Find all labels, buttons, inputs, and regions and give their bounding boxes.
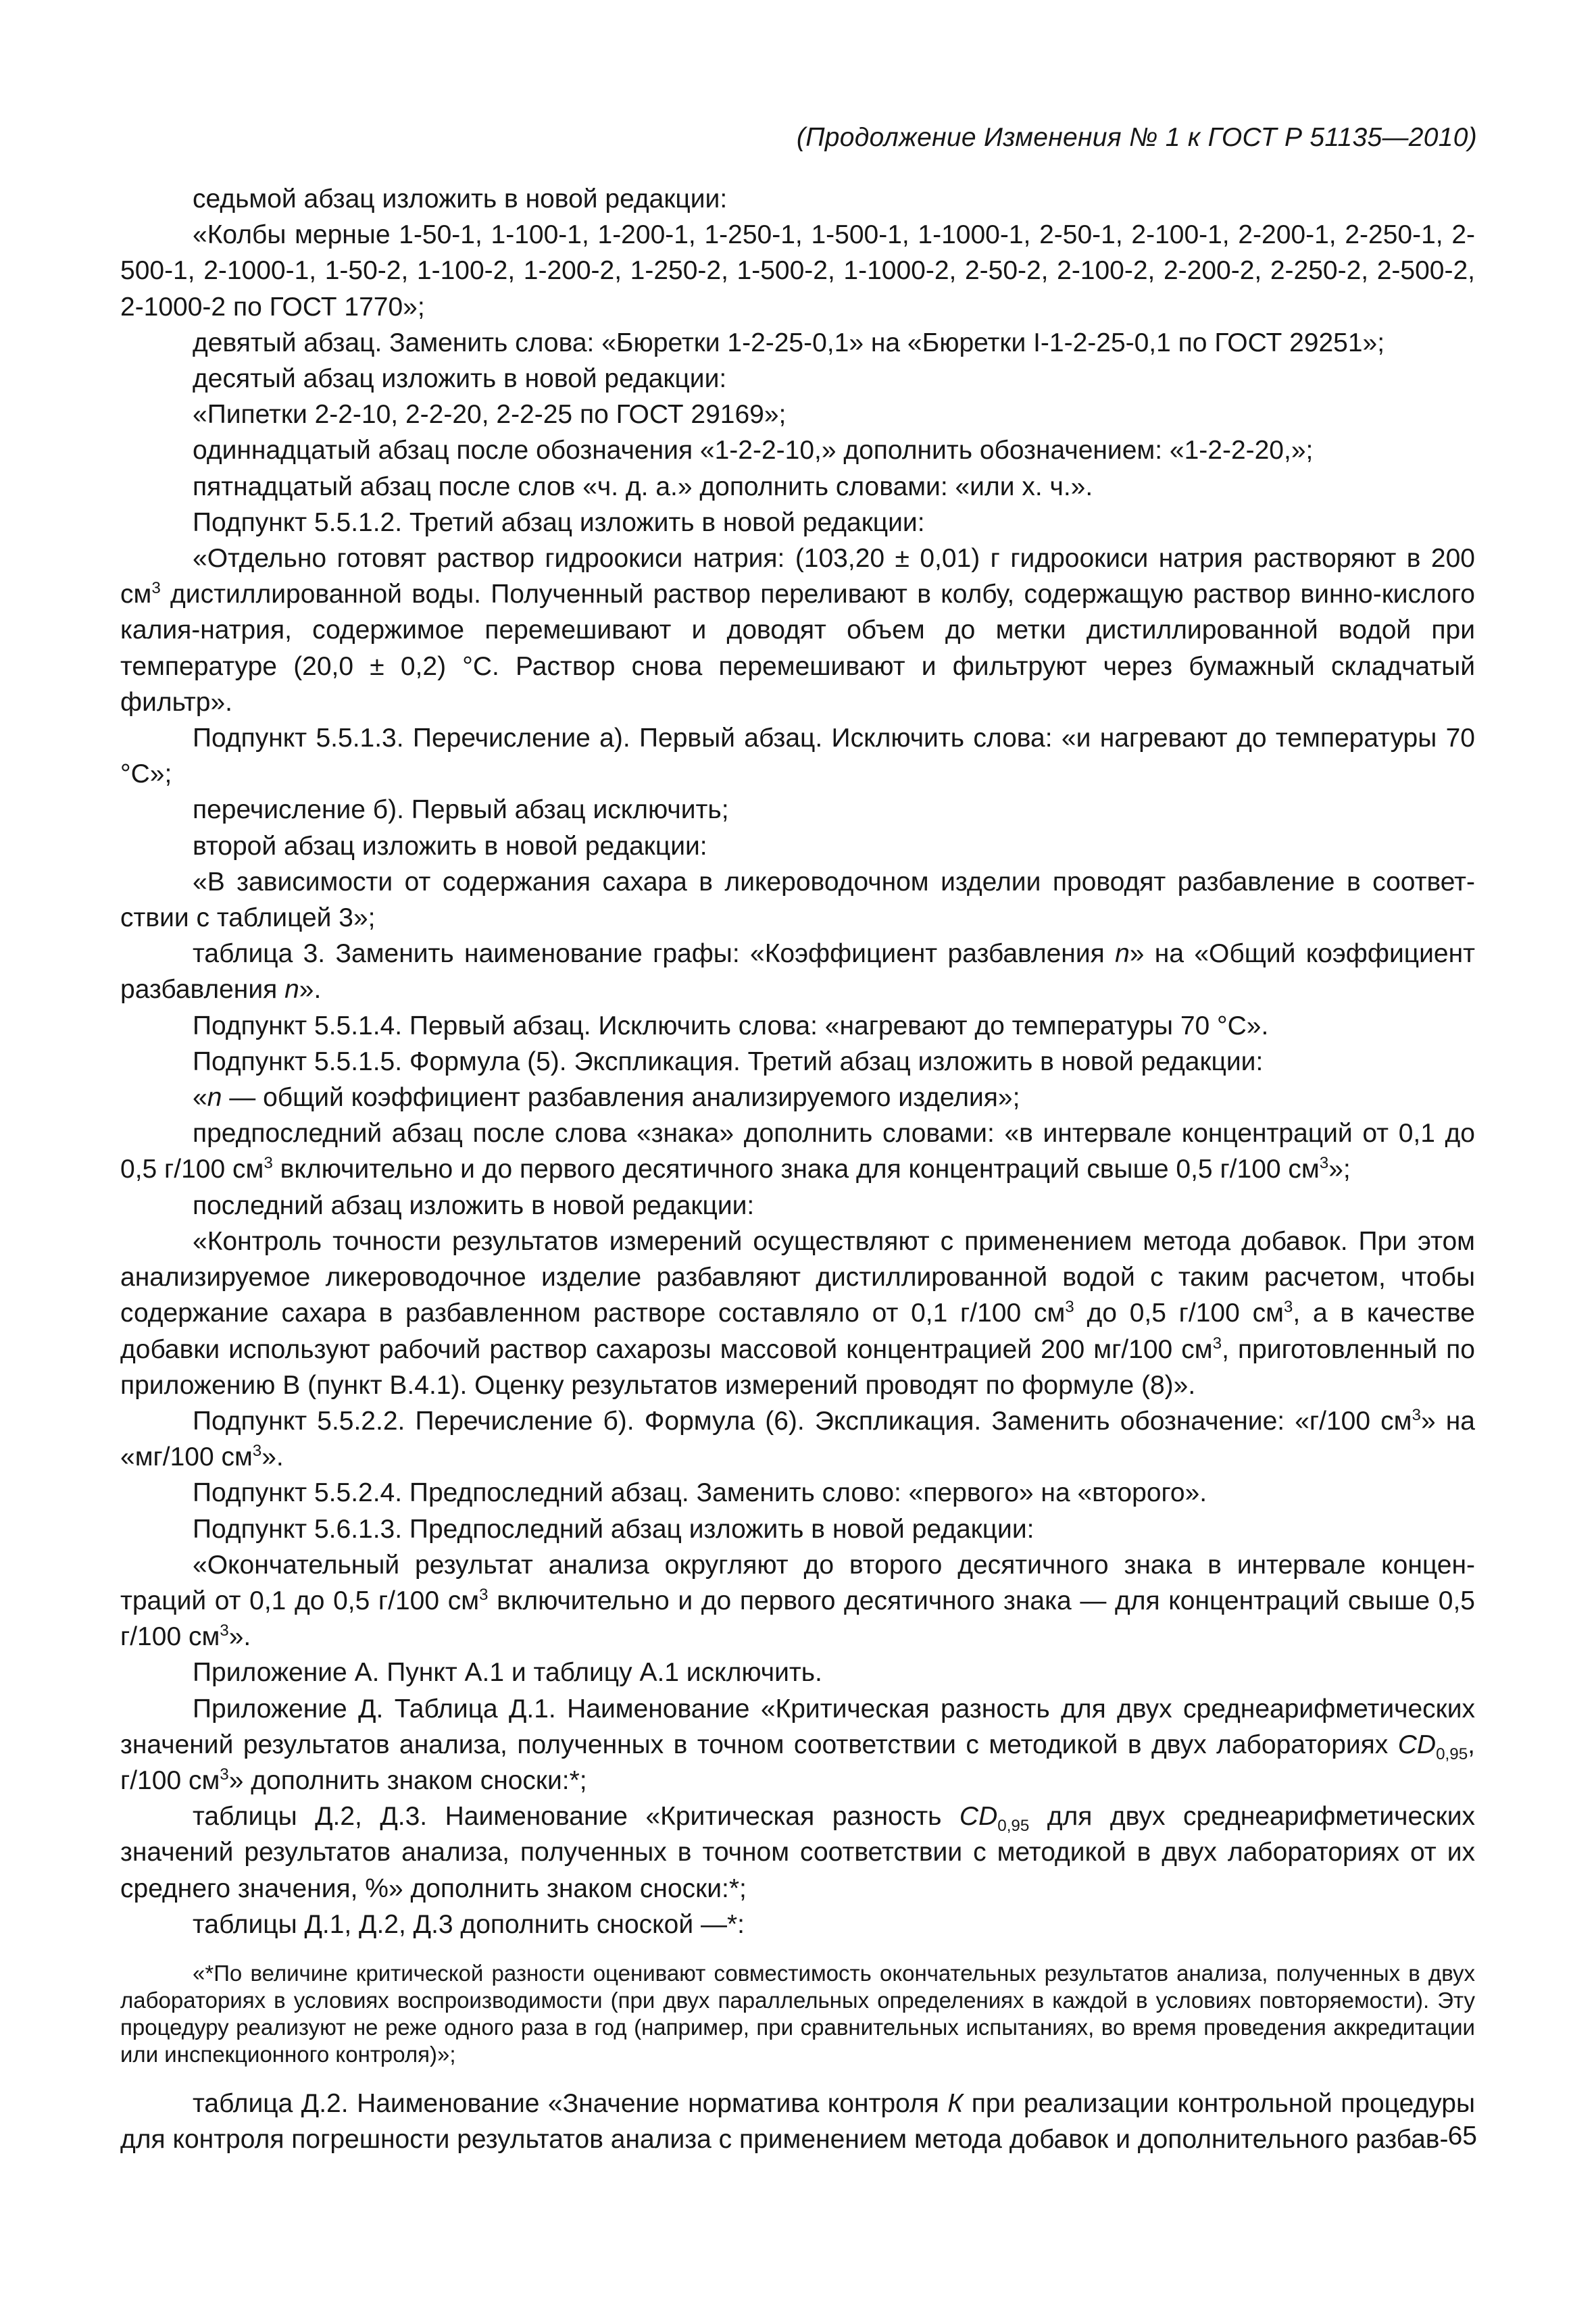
paragraph-list — [120, 181, 1475, 1942]
paragraph: «n — общий коэффициент разбавления анализируемого изделия»; — [193, 1083, 1020, 1113]
paragraph: пятнадцатый абзац после слов «ч. д. а.» дополнить словами: «или х. ч.». — [193, 472, 1093, 501]
paragraph: Приложение А. Пункт А.1 и таблицу А.1 исключить. — [193, 1658, 822, 1688]
paragraph: таблицы Д.2, Д.3. Наименование «Критическая разность $CD_{0,95}$ для двух среднеарифметических значений результатов анализа, полученных в точном соответствии с методикой в двух лабораториях от их среднего значения, %» дополнить знаком сноски:*; — [120, 1802, 1475, 1903]
paragraph: девятый абзац. Заменить слова: «Бюретки 1-2-25-0,1» на «Бюретки I-1-2-25-0,1 по ГОСТ 29251»; — [193, 328, 1385, 357]
footnote-text: «*По величине критической разности оценивают совместимость окончательных результатов анализа, полученных в двух лабораториях в условиях воспроизводимости (при двух параллельных определениях в каждой в условиях повторяемости). Эту процедуру реализуют не реже одного раза в год (например, при сравнительных испытаниях, во время проведения аккредитации или инспекционного контроля)»; — [120, 1960, 1475, 2067]
paragraph: Подпункт 5.5.2.4. Предпоследний абзац. Заменить слово: «первого» на «второго». — [193, 1478, 1207, 1508]
paragraph: седьмой абзац изложить в новой редакции: — [193, 184, 728, 213]
paragraph: «Контроль точности результатов измерений осуществляют с применением метода добавок. При этом анализируемое ликероводочное изделие разбавляют дистиллированной водой с таким расчетом, чтобы содержание сахара в разбавленном растворе составляло от 0,1 г/100 $см^3$ до 0,5 г/100 $см^3$, а в качестве добавки используют рабочий раствор сахарозы массовой концентрацией 200 мг/100 $см^3$, приготовленный по приложению В (пункт В.4.1). Оценку результатов измерений проводят по формуле (8)». — [120, 1226, 1475, 1400]
paragraph: последний абзац изложить в новой редакции: — [193, 1190, 755, 1220]
paragraph: перечисление б). Первый абзац исключить; — [193, 795, 729, 825]
paragraph: «В зависимости от содержания сахара в ликероводочном изделии проводят разбавление в соответ-ствии с таблицей 3»; — [120, 867, 1475, 933]
paragraph: Подпункт 5.6.1.3. Предпоследний абзац изложить в новой редакции: — [193, 1514, 1034, 1544]
paragraph: Подпункт 5.5.1.3. Перечисление а). Первый абзац. Исключить слова: «и нагревают до температуры 70 °С»; — [120, 724, 1475, 789]
paragraph: десятый абзац изложить в новой редакции: — [193, 364, 727, 394]
paragraph: «Отдельно готовят раствор гидроокиси натрия: (103,20 ± 0,01) г гидроокиси натрия растворяют в 200 $см^3$ дистиллированной воды. Полученный раствор переливают в колбу, содержащую раствор винно-кислого калия-натрия, содержимое перемешивают и доводят объем до метки дистиллированной водой при температуре (20,0 ± 0,2) °С. Раствор снова перемешивают и фильтруют через бумажный складчатый фильтр». — [120, 544, 1475, 717]
running-header: (Продолжение Изменения № 1 к ГОСТ Р 51135—2010) — [796, 123, 1477, 152]
paragraph: Подпункт 5.5.1.4. Первый абзац. Исключить слова: «нагревают до температуры 70 °С». — [193, 1011, 1269, 1040]
paragraph: Подпункт 5.5.2.2. Перечисление б). Формула (6). Экспликация. Заменить обозначение: «г/100 $см^3$» на «мг/100 $см^3$». — [120, 1405, 1475, 1472]
paragraph: Подпункт 5.5.1.5. Формула (5). Экспликация. Третий абзац изложить в новой редакции: — [193, 1047, 1264, 1076]
paragraph: таблица 3. Заменить наименование графы: «Коэффициент разбавления n» на «Общий коэффициент разбавления n». — [120, 939, 1475, 1005]
paragraph: «Пипетки 2-2-10, 2-2-20, 2-2-25 по ГОСТ 29169»; — [193, 400, 787, 430]
page-number: 65 — [1447, 2121, 1477, 2150]
final-paragraph: таблица Д.2. Наименование «Значение норматива контроля К при реализации контрольной процедуры для контроля погрешности результатов анализа с применением метода добавок и дополнительного разбав- — [120, 2088, 1476, 2155]
paragraph: «Колбы мерные 1-50-1, 1-100-1, 1-200-1, 1-250-1, 1-500-1, 1-1000-1, 2-50-1, 2-100-1, 2-200-1, 2-250-1, 2-500-1, 2-1000-1, 1-50-2, 1-100-2, 1-200-2, 1-250-2, 1-500-2, 1-1000-2, 2-50-2, 2-100-2, 2-200-2, 2-250-2, 2-500-2, 2-1000-2 по ГОСТ 1770»; — [120, 220, 1475, 322]
paragraph: предпоследний абзац после слова «знака» дополнить словами: «в интервале концентраций от 0,1 до 0,5 г/100 $см^3$ включительно и до первого десятичного знака для концентраций свыше 0,5 г/100 $см^3$»; — [120, 1119, 1475, 1184]
document-body — [120, 181, 1475, 2157]
paragraph: второй абзац изложить в новой редакции: — [193, 831, 707, 861]
paragraph: Приложение Д. Таблица Д.1. Наименование «Критическая разность для двух среднеарифметических значений результатов анализа, полученных в точном соответствии с методикой в двух лабораториях $CD_{0,95}$, г/100 $см^3$» дополнить знаком сноски:*; — [120, 1694, 1475, 1795]
paragraph: «Окончательный результат анализа округляют до второго десятичного знака в интервале концен-траций от 0,1 до 0,5 г/100 $см^3$ включительно и до первого десятичного знака — для концентраций свыше 0,5 г/100 $см^3$». — [120, 1550, 1475, 1652]
paragraph: одиннадцатый абзац после обозначения «1-2-2-10,» дополнить обозначением: «1-2-2-20,»; — [193, 436, 1314, 466]
paragraph: таблицы Д.1, Д.2, Д.3 дополнить сноской —*: — [193, 1909, 745, 1939]
paragraph: Подпункт 5.5.1.2. Третий абзац изложить в новой редакции: — [193, 507, 925, 537]
